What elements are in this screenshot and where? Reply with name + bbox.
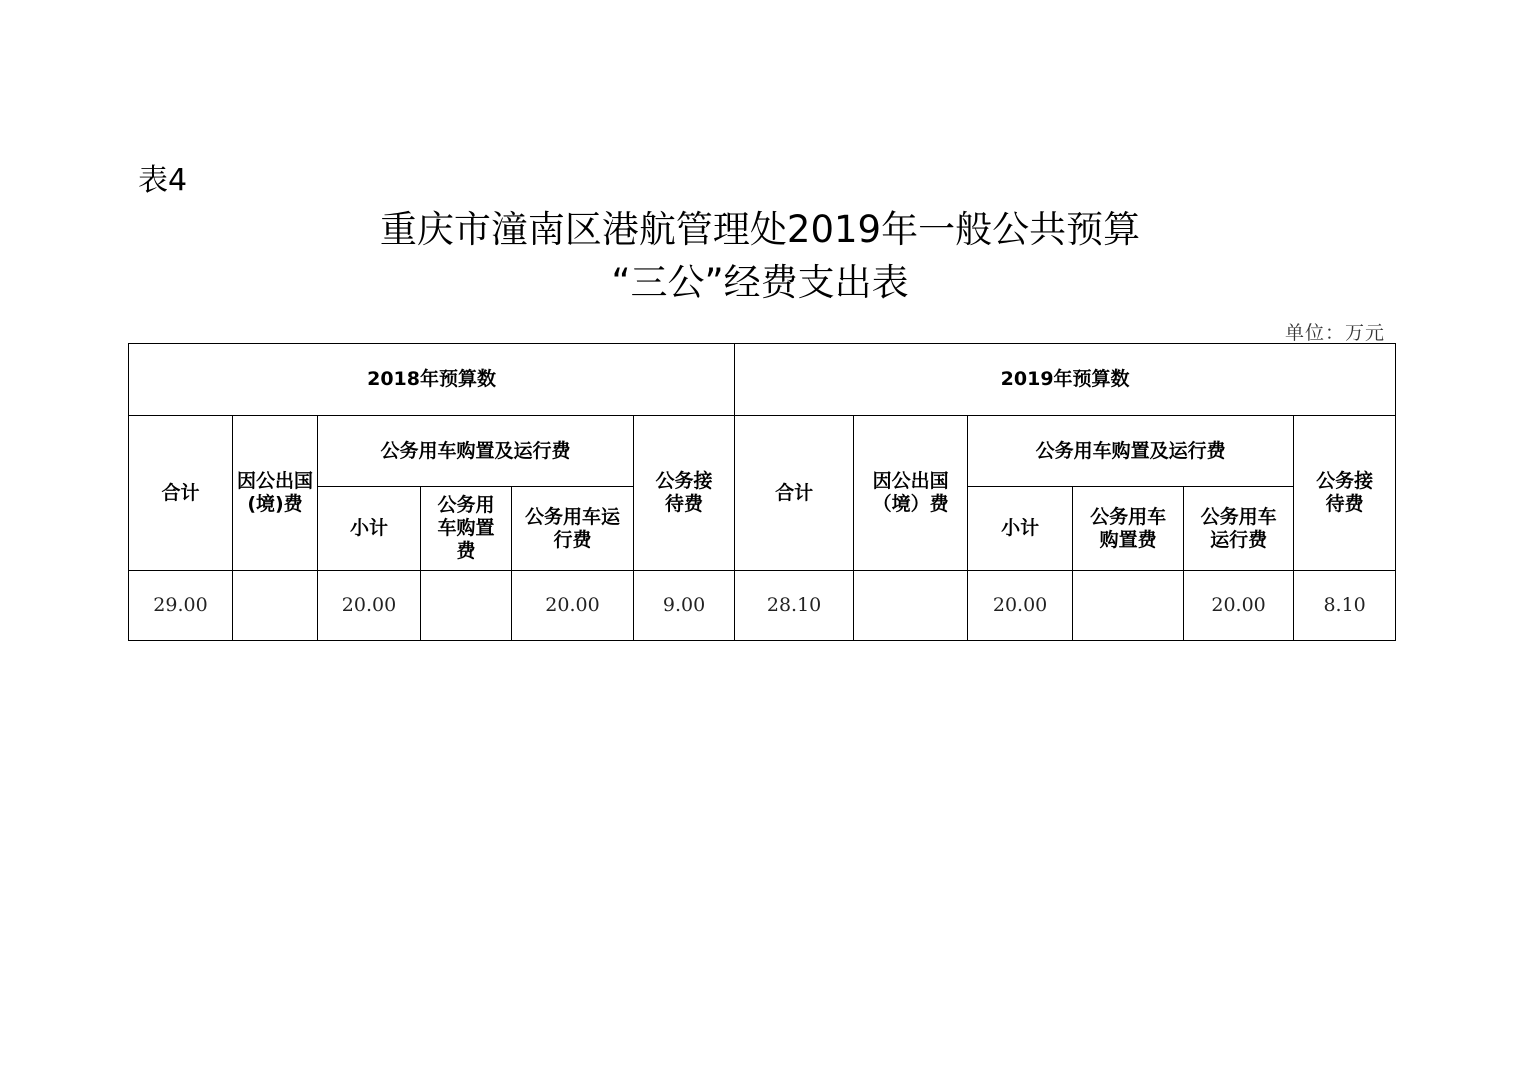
value-2018-vehicle-operation: 20.00 xyxy=(512,571,634,641)
header-2019-vehicle-subtotal: 小计 xyxy=(968,487,1073,571)
header-2018-vehicle-subtotal: 小计 xyxy=(318,487,421,571)
header-2018-vehicle-purchase: 公务用车购置费 xyxy=(421,487,512,571)
header-2019-vehicle: 公务用车购置及运行费 xyxy=(968,416,1294,487)
value-2019-vehicle-operation: 20.00 xyxy=(1184,571,1294,641)
value-2019-abroad xyxy=(854,571,968,641)
table-number-label: 表4 xyxy=(138,163,188,198)
unit-label: 单位：万元 xyxy=(1284,322,1385,344)
header-2018-budget: 2018年预算数 xyxy=(129,344,735,416)
value-2018-vehicle-purchase xyxy=(421,571,512,641)
header-2019-reception: 公务接待费 xyxy=(1294,416,1396,571)
header-2018-reception: 公务接待费 xyxy=(634,416,735,571)
header-2019-total: 合计 xyxy=(735,416,854,571)
value-2018-reception: 9.00 xyxy=(634,571,735,641)
header-2018-vehicle-operation: 公务用车运行费 xyxy=(512,487,634,571)
header-2018-abroad: 因公出国(境)费 xyxy=(233,416,318,571)
value-2019-vehicle-purchase xyxy=(1073,571,1184,641)
header-2019-vehicle-operation: 公务用车运行费 xyxy=(1184,487,1294,571)
header-2019-abroad: 因公出国（境）费 xyxy=(854,416,968,571)
value-2019-vehicle-subtotal: 20.00 xyxy=(968,571,1073,641)
value-2018-abroad xyxy=(233,571,318,641)
header-2018-vehicle: 公务用车购置及运行费 xyxy=(318,416,634,487)
value-2018-total: 29.00 xyxy=(129,571,233,641)
value-2018-vehicle-subtotal: 20.00 xyxy=(318,571,421,641)
document-title-line1: 重庆市潼南区港航管理处2019年一般公共预算 xyxy=(379,208,1141,251)
three-public-expenses-table xyxy=(128,343,1396,641)
document-title-line2: “三公”经费支出表 xyxy=(611,261,909,304)
header-row-years xyxy=(129,344,1396,416)
value-2019-total: 28.10 xyxy=(735,571,854,641)
header-2019-budget: 2019年预算数 xyxy=(735,344,1396,416)
header-row-categories xyxy=(129,416,1396,487)
header-2018-total: 合计 xyxy=(129,416,233,571)
header-2019-vehicle-purchase: 公务用车购置费 xyxy=(1073,487,1184,571)
table-row xyxy=(129,571,1396,641)
value-2019-reception: 8.10 xyxy=(1294,571,1396,641)
